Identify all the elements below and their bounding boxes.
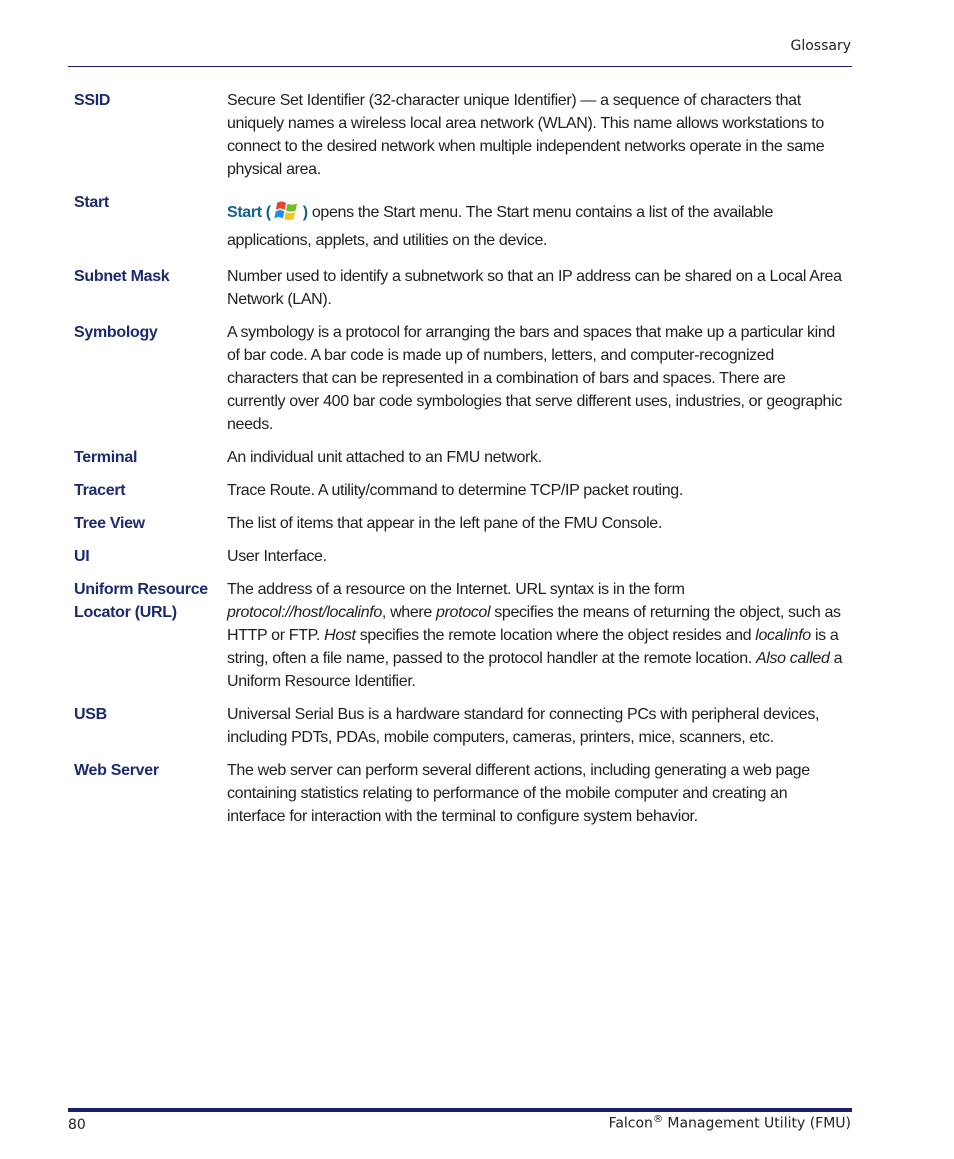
term <box>74 578 227 693</box>
definition: The address of a resource on the Internet. URL syntax is in the form protocol://host/localinfo, where protocol specifies the means of returning the object, such as HTTP or FTP. Host specifies the remote location where the object resides and localinfo is a string, often a file name, passed to the protocol handler at the remote location. Also called a Uniform Resource Identifier. <box>227 581 843 690</box>
term: Tree View <box>74 515 145 532</box>
header-rule <box>68 66 852 67</box>
definition: Trace Route. A utility/command to determine TCP/IP packet routing. <box>227 482 683 499</box>
term: Start <box>74 194 109 211</box>
footer-rule <box>68 1108 852 1112</box>
term: USB <box>74 706 107 723</box>
definition: Secure Set Identifier (32-character unique Identifier) — a sequence of characters that uniquely names a wireless local area network (WLAN). This name allows workstations to connect to the desired network when multiple independent networks operate in the same physical area. <box>227 92 825 178</box>
definition: A symbology is a protocol for arranging the bars and spaces that make up a particular kind of bar code. A bar code is made up of numbers, letters, and computer-recognized characters that can be represented in a combination of bars and spaces. There are currently over 400 bar code symbologies that serve different uses, industries, or geographic needs. <box>227 324 842 433</box>
term-line: Locator (URL) <box>74 604 177 621</box>
glossary-entry-ui <box>74 545 844 568</box>
glossary-entry-usb <box>74 703 844 749</box>
windows-start-icon <box>274 199 300 223</box>
start-label: Start ( ) <box>227 204 308 221</box>
glossary-entry-start <box>74 191 844 255</box>
definition: Number used to identify a subnetwork so that an IP address can be shared on a Local Area Network (LAN). <box>227 268 842 308</box>
glossary-entry-terminal <box>74 446 844 469</box>
glossary-entry-ssid <box>74 89 844 181</box>
page-number: 80 <box>68 1117 86 1133</box>
glossary-entry-tracert <box>74 479 844 502</box>
term-line: Uniform Resource <box>74 581 208 598</box>
term: UI <box>74 548 90 565</box>
running-header: Glossary <box>790 38 851 54</box>
definition: The list of items that appear in the left pane of the FMU Console. <box>227 515 662 532</box>
definition <box>227 199 844 255</box>
definition: User Interface. <box>227 548 327 565</box>
term: Symbology <box>74 324 158 341</box>
glossary-list <box>74 89 844 838</box>
term: Tracert <box>74 482 126 499</box>
glossary-entry-subnet-mask <box>74 265 844 311</box>
glossary-entry-url <box>74 578 844 693</box>
term: Subnet Mask <box>74 268 170 285</box>
term: Web Server <box>74 762 159 779</box>
definition: Universal Serial Bus is a hardware standard for connecting PCs with peripheral devices, including PDTs, PDAs, mobile computers, cameras, printers, mice, scanners, etc. <box>227 706 820 746</box>
glossary-entry-symbology <box>74 321 844 436</box>
glossary-entry-tree-view <box>74 512 844 535</box>
definition: The web server can perform several different actions, including generating a web page containing statistics relating to performance of the mobile computer and creating an interface for interaction with the terminal to configure system behavior. <box>227 762 810 825</box>
term: SSID <box>74 92 111 109</box>
glossary-entry-web-server <box>74 759 844 828</box>
running-footer-title: Falcon® Management Utility (FMU) <box>608 1114 851 1132</box>
definition: An individual unit attached to an FMU network. <box>227 449 542 466</box>
start-definition-text: opens the Start menu. The Start menu contains a list of the available applications, applets, and utilities on the device. <box>227 204 774 249</box>
term: Terminal <box>74 449 138 466</box>
